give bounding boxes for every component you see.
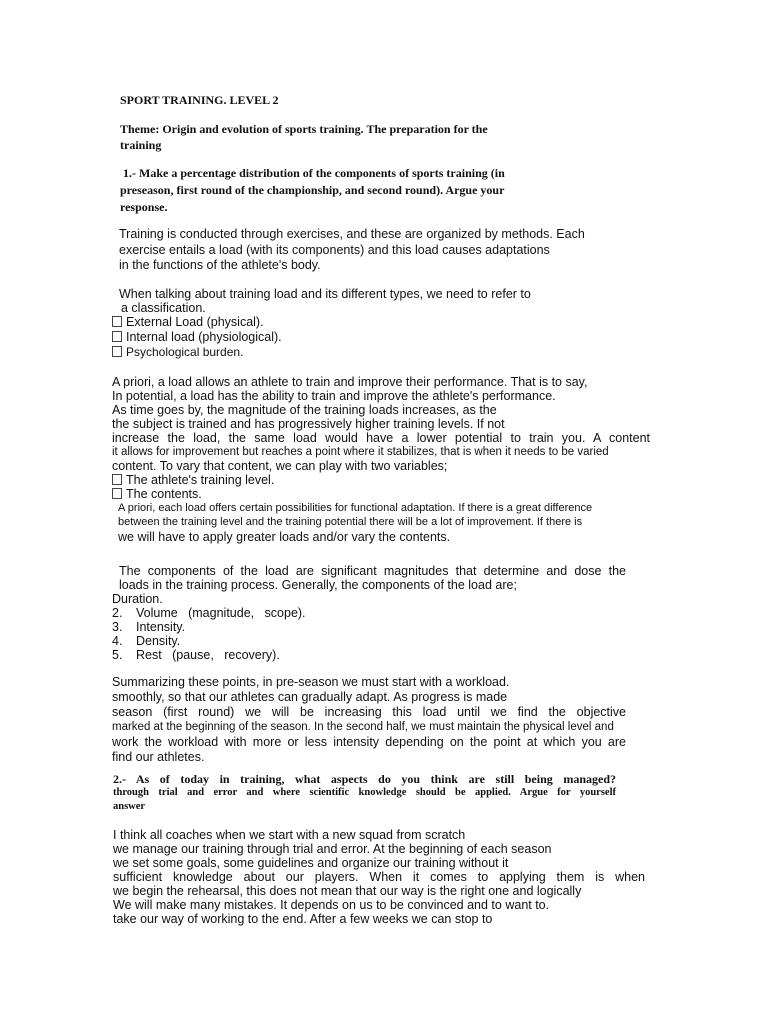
paragraph-line: a classification.: [121, 301, 206, 315]
paragraph-line: sufficient knowledge about our players. When it comes to applying them is when: [113, 870, 645, 884]
paragraph-components: [112, 564, 626, 662]
paragraph-coaches: [113, 828, 645, 926]
list-text: Density.: [136, 634, 181, 648]
question-1-line: preseason, first round of the championship, and second round). Argue your: [120, 183, 505, 197]
checkbox-bullet-icon: [112, 346, 122, 357]
bullet-item: [112, 315, 531, 330]
bullet-item: [112, 473, 650, 487]
checkbox-bullet-icon: [112, 488, 122, 499]
question-2-line: answer: [113, 801, 146, 812]
list-number: 5.: [112, 648, 123, 662]
paragraph-line: we manage our training through trial and error. At the beginning of each season: [113, 842, 552, 856]
paragraph-line: the subject is trained and has progressively higher training levels. If not: [112, 417, 505, 431]
checkbox-bullet-icon: [112, 316, 122, 327]
paragraph-line: we begin the rehearsal, this does not mean that our way is the right one and logically: [113, 884, 582, 898]
paragraph-line: loads in the training process. Generally, the components of the load are;: [119, 578, 517, 592]
paragraph-line: exercise entails a load (with its components) and this load causes adaptations: [119, 242, 550, 257]
paragraph-line: Summarizing these points, in pre-season we must start with a workload.: [112, 675, 510, 689]
bullet-text: External Load (physical).: [126, 315, 264, 329]
question-1-line: 1.- Make a percentage distribution of the components of sports training (in: [123, 166, 505, 180]
paragraph-line: Training is conducted through exercises, and these are organized by methods. Each: [119, 227, 585, 241]
paragraph-line: We will make many mistakes. It depends on us to be convinced and to want to.: [113, 898, 550, 912]
list-item: [112, 606, 626, 620]
bullet-text: Internal load (physiological).: [126, 330, 282, 344]
document-title: [120, 93, 279, 108]
paragraph-line: in the functions of the athlete's body.: [119, 258, 321, 272]
list-number: 3.: [112, 620, 123, 634]
paragraph-line: find our athletes.: [112, 750, 205, 764]
paragraph-line: I think all coaches when we start with a new squad from scratch: [113, 828, 466, 842]
paragraph-line: season (first round) we will be increasing this load until we find the objective: [112, 705, 626, 719]
paragraph-line: When talking about training load and its different types, we need to refer to: [119, 287, 531, 301]
checkbox-bullet-icon: [112, 474, 122, 485]
paragraph-line: Duration.: [112, 592, 163, 606]
theme-line: training: [120, 138, 162, 152]
list-text: Volume (magnitude, scope).: [136, 606, 306, 620]
question-1-line: response.: [120, 200, 168, 214]
list-number: 2.: [112, 606, 123, 620]
bullet-text: The athlete's training level.: [126, 473, 275, 487]
paragraph-line: content. To vary that content, we can play with two variables;: [112, 459, 448, 473]
list-text: Rest (pause, recovery).: [136, 648, 280, 662]
list-item: [112, 634, 626, 648]
paragraph-line: A priori, a load allows an athlete to train and improve their performance. That is to say,: [112, 375, 588, 389]
paragraph-a-priori: [112, 375, 650, 545]
paragraph-load-classification: [112, 287, 531, 360]
bullet-item: [112, 487, 650, 501]
paragraph-line: take our way of working to the end. After a few weeks we can stop to: [113, 912, 493, 926]
list-item: [112, 620, 626, 634]
list-item: [112, 648, 626, 662]
paragraph-line: increase the load, the same load would have a lower potential to train you. A content: [112, 431, 650, 445]
paragraph-training: [119, 227, 585, 274]
paragraph-line: marked at the beginning of the season. In the second half, we must maintain the physical level and: [112, 721, 614, 733]
paragraph-line: A priori, each load offers certain possibilities for functional adaptation. If there is a great difference: [118, 502, 593, 514]
paragraph-line: The components of the load are significant magnitudes that determine and dose the: [119, 564, 626, 578]
paragraph-line: smoothly, so that our athletes can gradually adapt. As progress is made: [112, 690, 508, 704]
paragraph-line: work the workload with more or less intensity depending on the point at which you are: [112, 735, 626, 749]
title-text: SPORT TRAINING. LEVEL 2: [120, 93, 279, 107]
paragraph-line: we set some goals, some guidelines and organize our training without it: [113, 856, 509, 870]
paragraph-line: we will have to apply greater loads and/or vary the contents.: [118, 530, 451, 544]
bullet-item: [112, 330, 531, 345]
paragraph-line: between the training level and the training potential there will be a lot of improvement. If there is: [118, 516, 583, 528]
bullet-text: The contents.: [126, 487, 202, 501]
theme-heading: [120, 121, 488, 153]
paragraph-summary: [112, 675, 626, 765]
list-text: Intensity.: [136, 620, 186, 634]
bullet-text: Psychological burden.: [126, 345, 244, 359]
theme-line: Theme: Origin and evolution of sports training. The preparation for the: [120, 122, 488, 136]
question-2-line: 2.- As of today in training, what aspects do you think are still being managed?: [113, 772, 616, 786]
paragraph-line: it allows for improvement but reaches a point where it stabilizes, that is when it needs to be varied: [112, 446, 609, 458]
list-number: 4.: [112, 634, 123, 648]
bullet-item: [112, 345, 531, 360]
paragraph-line: In potential, a load has the ability to train and improve the athlete's performance.: [112, 389, 556, 403]
question-2: [113, 772, 616, 814]
question-1: [120, 165, 505, 216]
question-2-line: through trial and error and where scientific knowledge should be applied. Argue for yourself: [113, 787, 616, 798]
checkbox-bullet-icon: [112, 331, 122, 342]
paragraph-line: As time goes by, the magnitude of the training loads increases, as the: [112, 403, 497, 417]
